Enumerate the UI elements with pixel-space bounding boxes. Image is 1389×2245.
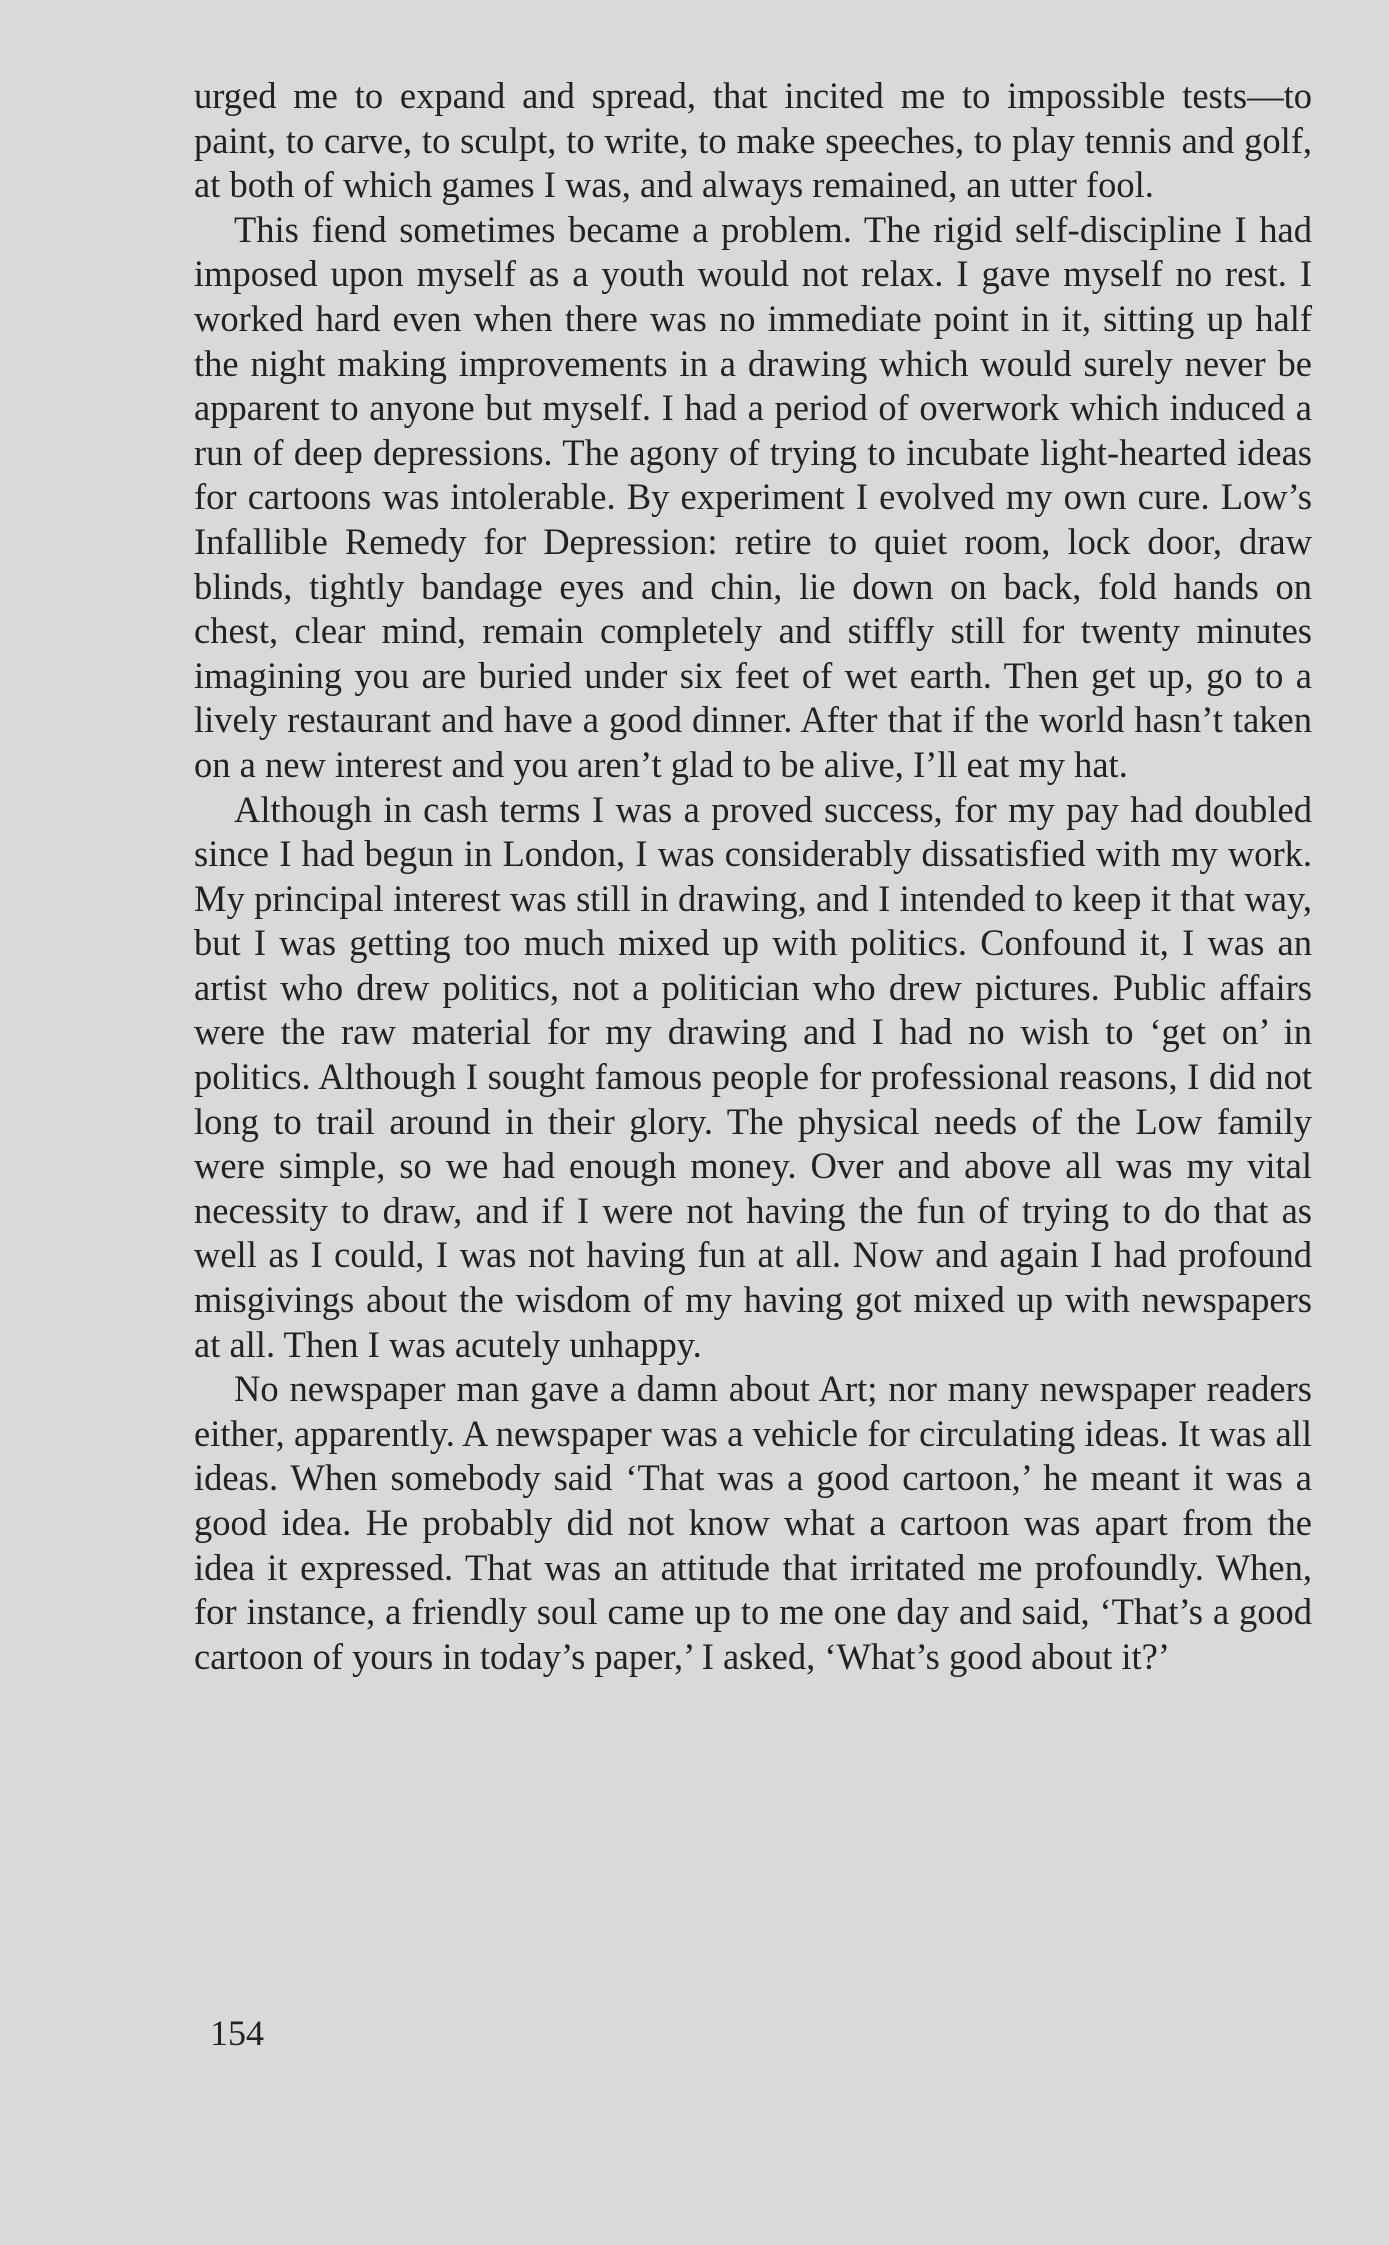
paragraph-4: No newspaper man gave a damn about Art; nor many newspaper readers either, apparently. A newspaper was a vehicle for circulating ideas. It was all ideas. When somebody said ‘That was a good cartoon,’ he meant it was a good idea. He probably did not know what a cartoon was apart from the idea it expressed. That was an attitude that irritated me profoundly. When, for instance, a friendly soul came up to me one day and said, ‘That’s a good cartoon of yours in today’s paper,’ I asked, ‘What’s good about it?’ <box>194 1368 1312 1677</box>
page-number: 154 <box>210 2013 264 2053</box>
paragraph-2: This fiend sometimes became a problem. The rigid self-discipline I had imposed upon myself as a youth would not relax. I gave myself no rest. I worked hard even when there was no immediate point in it, sitting up half the night making improvements in a drawing which would surely never be apparent to anyone but myself. I had a period of overwork which induced a run of deep depressions. The agony of trying to incubate light-hearted ideas for cartoons was intolerable. By experiment I evolved my own cure. Low’s Infallible Remedy for Depression: retire to quiet room, lock door, draw blinds, tightly bandage eyes and chin, lie down on back, fold hands on chest, clear mind, remain completely and stiffly still for twenty minutes imagining you are buried under six feet of wet earth. Then get up, go to a lively restaurant and have a good dinner. After that if the world hasn’t taken on a new interest and you aren’t glad to be alive, I’ll eat my hat. <box>194 208 1312 785</box>
body-text <box>194 74 1312 1679</box>
paragraph-3: Although in cash terms I was a proved success, for my pay had doubled since I had begun in London, I was considerably dissatisfied with my work. My principal interest was still in drawing, and I intended to keep it that way, but I was getting too much mixed up with politics. Confound it, I was an artist who drew politics, not a politician who drew pictures. Public affairs were the raw material for my drawing and I had no wish to ‘get on’ in politics. Although I sought famous people for professional reasons, I did not long to trail around in their glory. The physical needs of the Low family were simple, so we had enough money. Over and above all was my vital necessity to draw, and if I were not having the fun of trying to do that as well as I could, I was not having fun at all. Now and again I had profound misgivings about the wisdom of my having got mixed up with newspapers at all. Then I was acutely unhappy. <box>194 788 1312 1365</box>
paragraph-1: urged me to expand and spread, that incited me to impossible tests—to paint, to carve, to sculpt, to write, to make speeches, to play tennis and golf, at both of which games I was, and always remained, an utter fool. <box>194 75 1312 206</box>
